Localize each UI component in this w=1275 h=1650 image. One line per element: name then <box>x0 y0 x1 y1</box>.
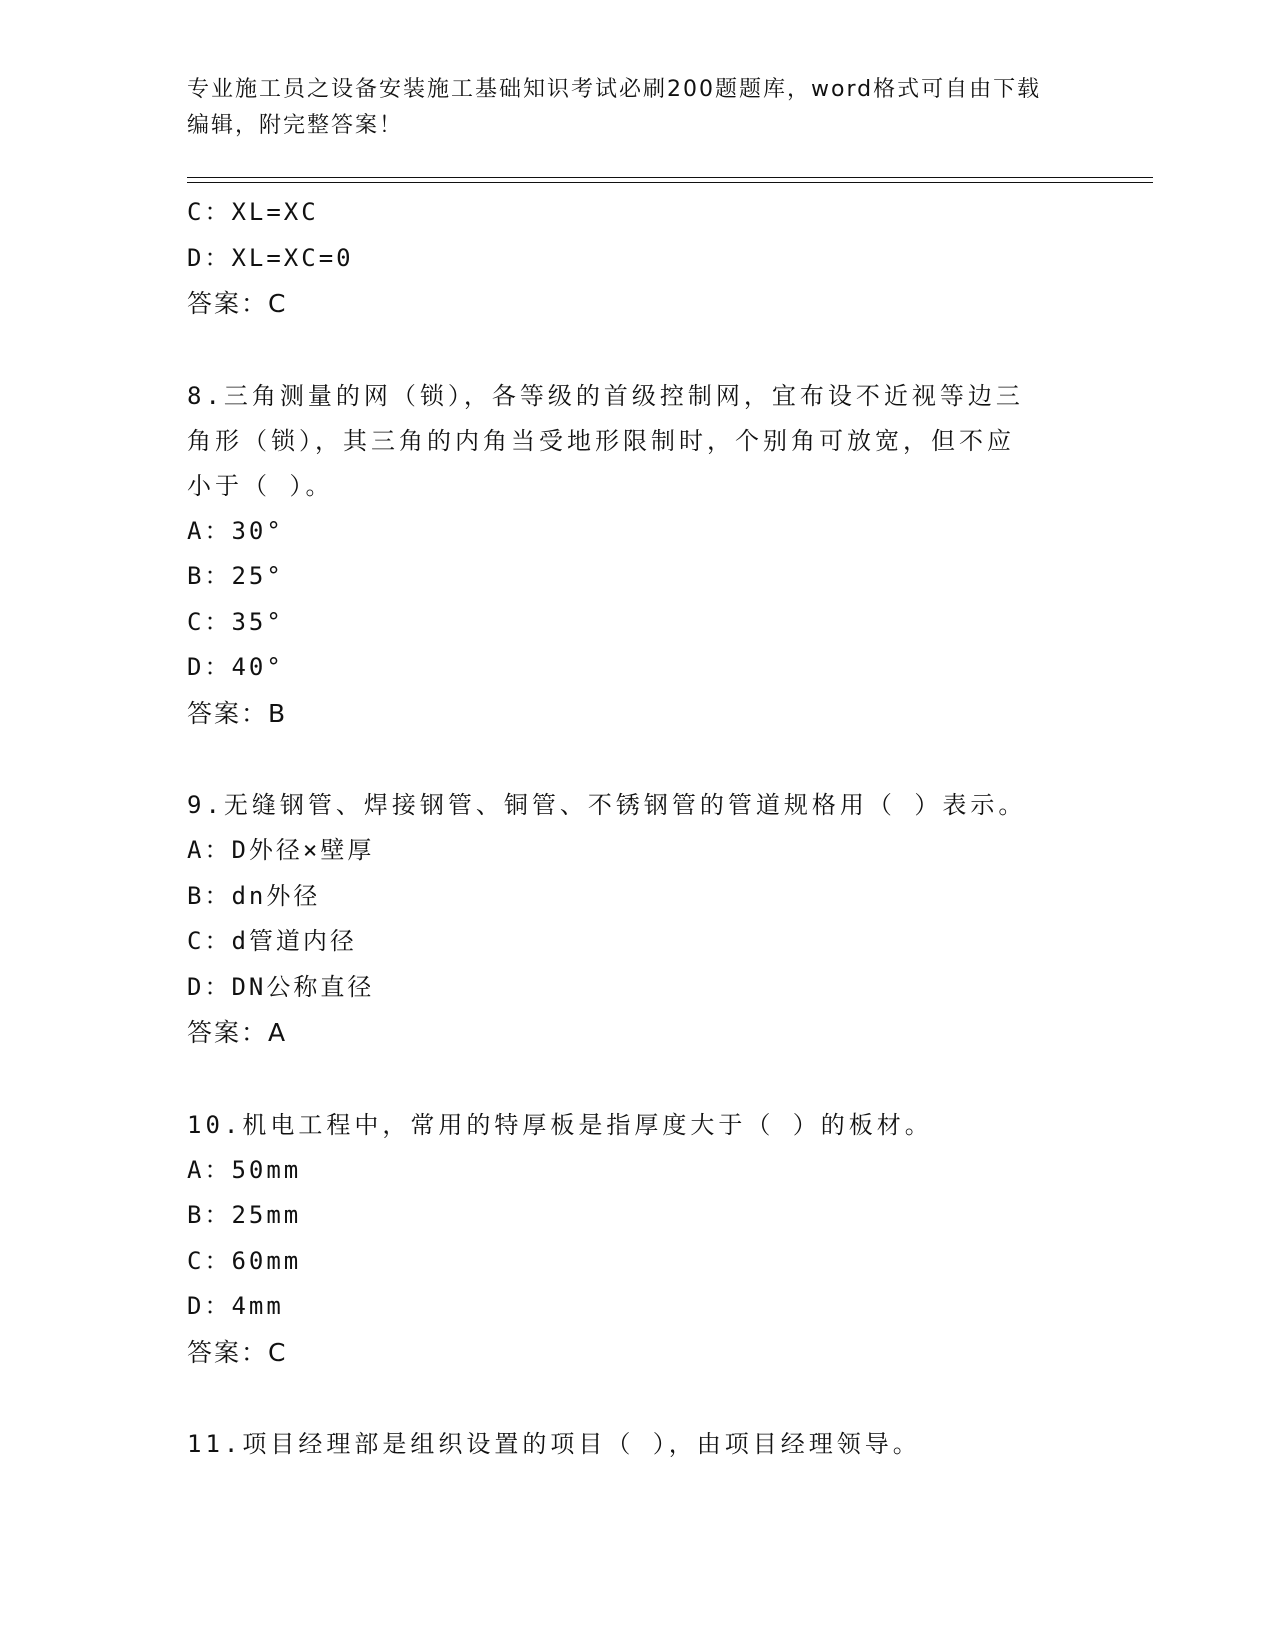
question-9 <box>187 783 1087 1056</box>
question-stem-line: 小于（ ）。 <box>187 471 334 500</box>
option-b: B：dn外径 <box>187 881 321 910</box>
question-10 <box>187 1103 1087 1376</box>
question-content <box>187 190 1087 1467</box>
answer-line: 答案：C <box>187 289 288 318</box>
option-b: B：25° <box>187 562 284 590</box>
header-line-2: 编辑，附完整答案！ <box>187 113 404 138</box>
answer-line: 答案：C <box>187 1337 288 1367</box>
option-d: D：XL=XC=0 <box>187 243 354 272</box>
option-c: C：60mm <box>187 1246 302 1275</box>
question-stem-line: 8.三角测量的网（锁），各等级的首级控制网，宜布设不近视等边三 <box>187 381 1024 410</box>
header-rule-bottom <box>187 182 1153 183</box>
option-a: A：30° <box>187 516 284 545</box>
question-stem-line: 11.项目经理部是组织设置的项目（ ），由项目经理领导。 <box>187 1430 921 1458</box>
question-11 <box>187 1422 1087 1467</box>
question-stem-line: 10.机电工程中，常用的特厚板是指厚度大于（ ）的板材。 <box>187 1110 933 1139</box>
header-line-1: 专业施工员之设备安装施工基础知识考试必刷200题题库，word格式可自由下载 <box>187 77 1042 102</box>
header-rule-top <box>187 177 1153 178</box>
answer-line: 答案：A <box>187 1018 288 1047</box>
document-header <box>187 72 1067 144</box>
question-8 <box>187 374 1087 737</box>
option-a: A：50mm <box>187 1155 302 1184</box>
option-d: D：4mm <box>187 1292 284 1320</box>
option-c: C：XL=XC <box>187 198 319 226</box>
option-b: B：25mm <box>187 1201 302 1229</box>
option-d: D：DN公称直径 <box>187 972 375 1001</box>
question-7-tail <box>187 190 1087 327</box>
answer-line: 答案：B <box>187 698 288 728</box>
option-c: C：d管道内径 <box>187 927 357 955</box>
option-c: C：35° <box>187 607 284 636</box>
question-stem-line: 9.无缝钢管、焊接钢管、铜管、不锈钢管的管道规格用（ ）表示。 <box>187 791 1027 819</box>
option-d: D：40° <box>187 653 284 681</box>
question-stem-line: 角形（锁），其三角的内角当受地形限制时，个别角可放宽，但不应 <box>187 426 1015 455</box>
option-a: A：D外径×壁厚 <box>187 836 375 864</box>
